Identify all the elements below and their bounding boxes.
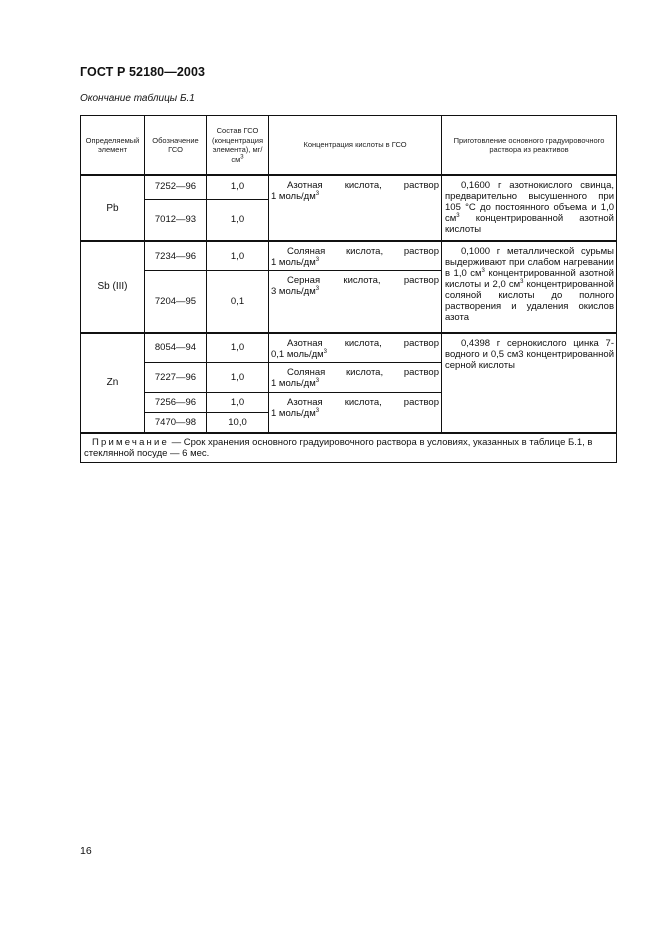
table-row [81,241,617,271]
note-row [81,433,617,463]
group-pb [81,175,617,241]
table-note [81,433,617,463]
col-header-composition: Состав ГСО (концентрация элемента), $мг/см^3$ [207,116,269,176]
preparation-cell: 0,1000 г металлической сурьмы выдерживают при слабом нагревании в 1,0 $см^3$ концентрированной азотной кислоты и 2,0 $см^3$ концентрированной соляной кислоты до полного растворения и удаления окислов азота [442,241,617,333]
group-zn [81,333,617,433]
element-cell: Pb [81,175,145,241]
composition-value: 1,0 [207,175,269,199]
gso-code: 7204—95 [145,271,207,333]
col-header-element: Определяемый элемент [81,116,145,176]
preparation-cell: 0,1600 г азотнокислого свинца, предварительно высушенного при 105 °С до постоянного объема и 1,0 $см^3$ концентрированной азотной кислоты [442,175,617,241]
gso-code: 7252—96 [145,175,207,199]
composition-value: 0,1 [207,271,269,333]
col-header-gso: Обозначение ГСО [145,116,207,176]
col-header-preparation: Приготовление основного градуировочного раствора из реактивов [442,116,617,176]
preparation-cell: 0,4398 г сернокислого цинка 7-водного и 0,5 см3 концентрированной серной кислоты [442,333,617,433]
acid-cell: Соляная кислота, раствор 1 моль/$дм^3$ [269,363,442,393]
acid-cell: Серная кислота, раствор 3 моль/$дм^3$ [269,271,442,333]
group-sb [81,241,617,333]
table-row [81,175,617,199]
element-cell: Zn [81,333,145,433]
acid-cell: Соляная кислота, раствор 1 моль/$дм^3$ [269,241,442,271]
note-section [81,433,617,463]
table-header-row [81,116,617,176]
gso-code: 7012—93 [145,199,207,241]
composition-value: 1,0 [207,241,269,271]
gso-code: 7234—96 [145,241,207,271]
reference-table [80,115,617,463]
table-row [81,333,617,363]
gso-code: 8054—94 [145,333,207,363]
acid-cell: Азотная кислота, раствор 1 моль/$дм^3$ [269,175,442,241]
gso-code: 7256—96 [145,393,207,413]
gso-code: 7227—96 [145,363,207,393]
gso-code: 7470—98 [145,413,207,433]
composition-value: 1,0 [207,393,269,413]
element-cell: Sb (III) [81,241,145,333]
composition-value: 1,0 [207,363,269,393]
col-header-acid: Концентрация кислоты в ГСО [269,116,442,176]
note-text: — Срок хранения основного градуировочного раствора в условиях, указанных в таблице Б.1, в стеклянной посуде — 6 мес. [84,436,593,459]
composition-value: 1,0 [207,199,269,241]
document-title: ГОСТ Р 52180—2003 [80,65,206,79]
acid-cell: Азотная кислота, раствор 1 моль/$дм^3$ [269,393,442,433]
acid-cell: Азотная кислота, раствор 0,1 моль/$дм^3$ [269,333,442,363]
composition-value: 10,0 [207,413,269,433]
note-label: Примечание [92,436,169,448]
composition-value: 1,0 [207,333,269,363]
table-caption: Окончание таблицы Б.1 [80,93,195,104]
page-number: 16 [80,845,92,857]
